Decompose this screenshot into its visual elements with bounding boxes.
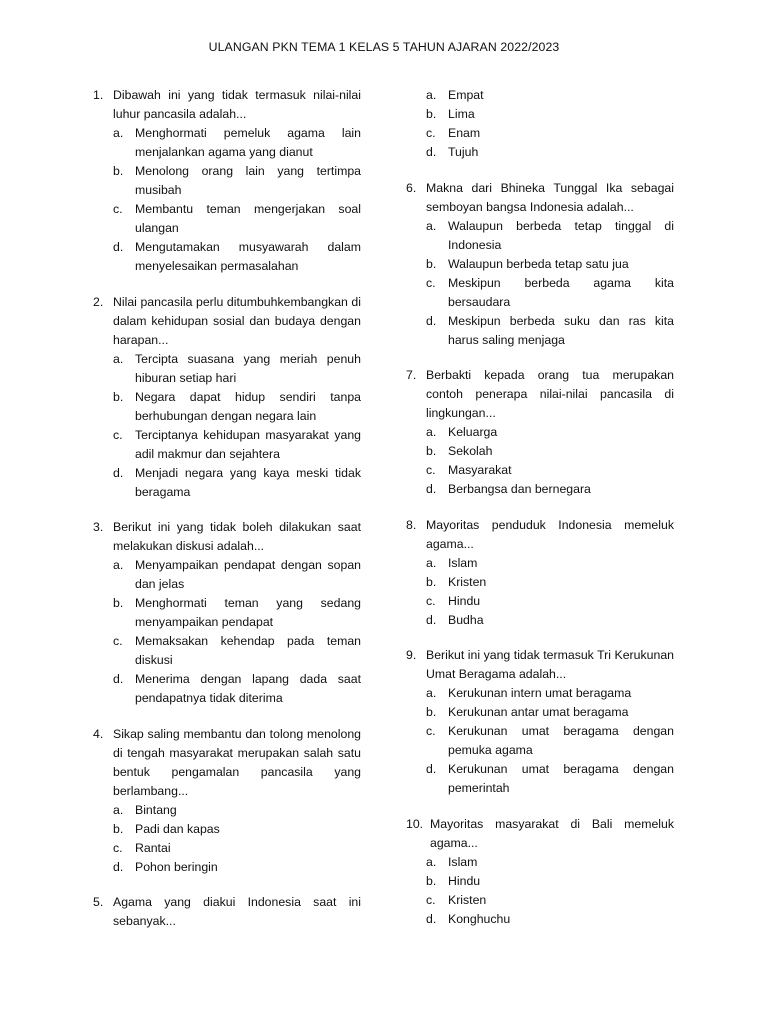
option-text: Pohon beringin (135, 859, 218, 874)
options-list (113, 124, 361, 276)
option-text: Negara dapat hidup sendiri tanpa berhubungan dengan negara lain (135, 389, 361, 423)
right-column (406, 86, 674, 945)
question-text: Berikut ini yang tidak boleh dilakukan saat melakukan diskusi adalah... (113, 520, 361, 553)
option-letter: b. (113, 389, 124, 404)
question-number: 9. (406, 648, 417, 662)
option-text: Islam (448, 555, 478, 570)
question-text: Makna dari Bhineka Tunggal Ika sebagai semboyan bangsa Indonesia adalah... (426, 180, 674, 214)
question-number: 1. (93, 88, 104, 102)
options-list (426, 684, 674, 798)
option-letter: c. (113, 634, 123, 648)
option-c (426, 592, 674, 611)
option-letter: a. (113, 351, 124, 366)
option-a (426, 554, 674, 573)
question-number: 3. (93, 520, 104, 534)
option-letter: a. (426, 218, 437, 233)
option-c (426, 124, 674, 143)
question-5-options (406, 86, 674, 162)
option-text: Menyampaikan pendapat dengan sopan dan jelas (135, 558, 361, 591)
question-4 (93, 725, 361, 877)
question-number: 5. (93, 895, 104, 909)
question-5 (93, 893, 361, 931)
option-b (426, 255, 674, 274)
option-text: Kerukunan umat beragama dengan pemerintah (448, 762, 674, 795)
option-text: Keluarga (448, 425, 498, 439)
option-letter: b. (426, 444, 437, 458)
option-letter: d. (113, 240, 124, 254)
option-d (113, 858, 361, 877)
option-text: Mengutamakan musyawarah dalam menyelesaikan permasalahan (135, 240, 361, 273)
option-text: Menghormati teman yang sedang menyampaikan pendapat (135, 596, 361, 629)
option-text: Menjadi negara yang kaya meski tidak beragama (135, 465, 361, 499)
question-number: 7. (406, 368, 417, 382)
option-text: Kerukunan intern umat beragama (448, 686, 632, 700)
option-letter: c. (426, 724, 436, 738)
option-text: Kristen (448, 574, 487, 589)
question-1 (93, 86, 361, 276)
option-c (113, 426, 361, 464)
option-b (113, 820, 361, 839)
option-text: Menolong orang lain yang tertimpa musibah (135, 164, 361, 197)
option-text: Masyarakat (448, 463, 512, 477)
option-a (113, 556, 361, 594)
option-letter: b. (113, 164, 124, 178)
option-letter: a. (113, 558, 124, 572)
option-text: Hindu (448, 873, 481, 888)
question-9 (406, 646, 674, 798)
left-column (93, 86, 361, 948)
option-letter: b. (426, 256, 437, 271)
option-a (113, 350, 361, 388)
option-text: Sekolah (448, 444, 493, 458)
option-d (426, 143, 674, 162)
options-list (113, 350, 361, 502)
option-a (426, 423, 674, 442)
option-text: Kerukunan umat beragama dengan pemuka agama (448, 724, 674, 757)
question-text: Mayoritas penduduk Indonesia memeluk agama... (426, 517, 674, 551)
option-b (113, 162, 361, 200)
option-letter: d. (426, 911, 437, 926)
option-letter: c. (426, 593, 436, 608)
option-text: Menerima dengan lapang dada saat pendapatnya tidak diterima (135, 672, 361, 705)
option-b (426, 872, 674, 891)
option-d (113, 670, 361, 708)
question-text: Sikap saling membantu dan tolong menolong di tengah masyarakat merupakan salah satu bentuk pengamalan pancasila yang berlambang... (113, 726, 361, 798)
option-letter: d. (113, 672, 124, 686)
options-list (426, 423, 674, 499)
option-letter: a. (426, 686, 437, 700)
question-text: Nilai pancasila perlu ditumbuhkembangkan di dalam kehidupan sosial dan budaya dengan harapan... (113, 294, 361, 347)
option-letter: a. (426, 88, 437, 102)
option-letter: a. (426, 555, 437, 570)
options-list (426, 86, 674, 162)
page-title: ULANGAN PKN TEMA 1 KELAS 5 TAHUN AJARAN 2022/2023 (208, 40, 560, 54)
option-text: Membantu teman mengerjakan soal ulangan (135, 202, 361, 235)
option-letter: a. (426, 854, 437, 869)
option-d (426, 910, 674, 929)
option-text: Rantai (135, 840, 171, 855)
option-a (113, 801, 361, 820)
option-text: Berbangsa dan bernegara (448, 482, 591, 496)
option-letter: b. (426, 873, 437, 888)
option-letter: c. (113, 427, 123, 442)
option-letter: c. (113, 202, 123, 216)
option-letter: d. (426, 482, 437, 496)
question-text: Mayoritas masyarakat di Bali memeluk agama... (430, 816, 674, 850)
option-letter: b. (426, 107, 437, 121)
option-b (113, 594, 361, 632)
option-d (426, 480, 674, 499)
question-number: 2. (93, 294, 104, 309)
option-letter: c. (113, 840, 123, 855)
option-letter: b. (113, 821, 124, 836)
option-c (426, 274, 674, 312)
question-number: 6. (406, 180, 417, 195)
option-text: Padi dan kapas (135, 821, 220, 836)
option-text: Tercipta suasana yang meriah penuh hiburan setiap hari (135, 351, 361, 385)
option-text: Bintang (135, 802, 177, 817)
options-list (426, 554, 674, 630)
option-c (426, 461, 674, 480)
option-letter: a. (113, 802, 124, 817)
option-a (426, 86, 674, 105)
option-text: Meskipun berbeda suku dan ras kita harus saling menjaga (448, 313, 674, 347)
option-letter: a. (426, 425, 437, 439)
question-number: 8. (406, 517, 417, 532)
option-letter: d. (113, 859, 124, 874)
options-list (113, 556, 361, 708)
question-text: Dibawah ini yang tidak termasuk nilai-nilai luhur pancasila adalah... (113, 88, 361, 121)
option-text: Hindu (448, 593, 481, 608)
option-letter: b. (426, 574, 437, 589)
option-d (113, 238, 361, 276)
question-6 (406, 179, 674, 350)
option-text: Terciptanya kehidupan masyarakat yang adil makmur dan sejahtera (135, 427, 361, 461)
option-letter: d. (426, 145, 437, 159)
option-c (426, 722, 674, 760)
option-letter: c. (426, 126, 436, 140)
option-letter: b. (426, 705, 437, 719)
option-text: Meskipun berbeda agama kita bersaudara (448, 275, 674, 309)
option-d (113, 464, 361, 502)
question-text: Berbakti kepada orang tua merupakan contoh penerapa nilai-nilai pancasila di lingkungan... (426, 368, 674, 420)
option-text: Walaupun berbeda tetap tinggal di Indonesia (448, 218, 674, 252)
options-list (426, 853, 674, 929)
option-d (426, 611, 674, 630)
option-b (113, 388, 361, 426)
question-2 (93, 293, 361, 502)
option-c (113, 839, 361, 858)
option-c (113, 632, 361, 670)
option-b (426, 105, 674, 124)
option-text: Islam (448, 854, 478, 869)
option-b (426, 573, 674, 592)
options-list (426, 217, 674, 350)
option-letter: d. (426, 313, 437, 328)
option-text: Budha (448, 612, 484, 627)
option-letter: b. (113, 596, 124, 610)
question-number: 4. (93, 726, 104, 741)
option-c (426, 891, 674, 910)
question-text: Berikut ini yang tidak termasuk Tri Kerukunan Umat Beragama adalah... (426, 648, 674, 681)
option-letter: d. (426, 762, 437, 776)
option-text: Enam (448, 126, 481, 140)
option-text: Memaksakan kehendap pada teman diskusi (135, 634, 361, 667)
option-text: Walaupun berbeda tetap satu jua (448, 256, 629, 271)
option-a (426, 217, 674, 255)
option-d (426, 760, 674, 798)
option-b (426, 442, 674, 461)
option-letter: d. (426, 612, 437, 627)
option-text: Kristen (448, 892, 487, 907)
question-7 (406, 366, 674, 499)
option-d (426, 312, 674, 350)
option-text: Empat (448, 88, 484, 102)
option-text: Menghormati pemeluk agama lain menjalankan agama yang dianut (135, 126, 361, 159)
option-b (426, 703, 674, 722)
question-8 (406, 516, 674, 630)
option-a (426, 684, 674, 703)
option-text: Kerukunan antar umat beragama (448, 705, 629, 719)
question-3 (93, 518, 361, 708)
question-text: Agama yang diakui Indonesia saat ini sebanyak... (113, 895, 361, 928)
option-letter: d. (113, 465, 124, 480)
option-letter: c. (426, 275, 436, 290)
option-c (113, 200, 361, 238)
option-text: Konghuchu (448, 911, 511, 926)
option-text: Lima (448, 107, 475, 121)
option-letter: a. (113, 126, 124, 140)
option-letter: c. (426, 463, 436, 477)
option-a (426, 853, 674, 872)
option-a (113, 124, 361, 162)
question-10 (406, 815, 674, 929)
options-list (113, 801, 361, 877)
option-letter: c. (426, 892, 436, 907)
question-number: 10. (406, 816, 424, 831)
option-text: Tujuh (448, 145, 479, 159)
